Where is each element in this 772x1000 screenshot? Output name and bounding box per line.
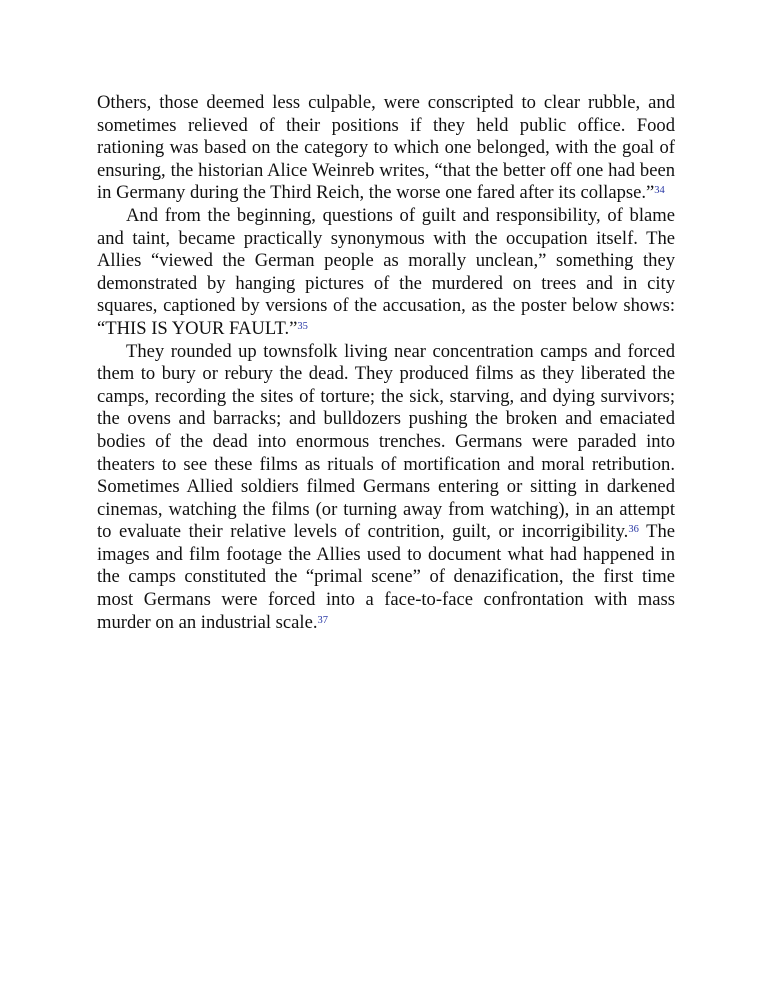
paragraph-1-text: Others, those deemed less culpable, were conscripted to clear rubble, and sometimes relieved of their positions if they held public office. Food rationing was based on the category to which one belonged, with the goal of ensuring, the historian Alice Weinreb writes, “that the better off one had been in Germany during the Third Reich, the worse one fared after its collapse.”	[97, 92, 675, 204]
footnote-ref-37[interactable]: 37	[317, 614, 328, 626]
document-page	[97, 92, 675, 634]
paragraph-3-text-b: The images and film footage the Allies used to document what had happened in the camps constituted the “primal scene” of denazification, the first time most Germans were forced into a face-to-face confrontation with mass murder on an industrial scale.	[97, 521, 675, 633]
paragraph-2	[97, 205, 675, 341]
paragraph-2-text: And from the beginning, questions of guilt and responsibility, of blame and taint, became practically synonymous with the occupation itself. The Allies “viewed the German people as morally unclean,” something they demonstrated by hanging pictures of the murdered on trees and in city squares, captioned by versions of the accusation, as the poster below shows: “THIS IS YOUR FAULT.”	[97, 204, 675, 339]
footnote-ref-34[interactable]: 34	[654, 185, 665, 197]
paragraph-3	[97, 341, 675, 635]
paragraph-3-text-a: They rounded up townsfolk living near concentration camps and forced them to bury or rebury the dead. They produced films as they liberated the camps, recording the sites of torture; the sick, starving, and dying survivors; the ovens and barracks; and bulldozers pushing the broken and emaciated bodies of the dead into enormous trenches. Germans were paraded into theaters to see these films as rituals of mortification and moral retribution. Sometimes Allied soldiers filmed Germans entering or sitting in darkened cinemas, watching the films (or turning away from watching), in an attempt to evaluate their relative levels of contrition, guilt, or incorrigibility.	[97, 340, 675, 543]
paragraph-1	[97, 92, 675, 205]
footnote-ref-36[interactable]: 36	[628, 524, 639, 536]
footnote-ref-35[interactable]: 35	[297, 320, 308, 332]
